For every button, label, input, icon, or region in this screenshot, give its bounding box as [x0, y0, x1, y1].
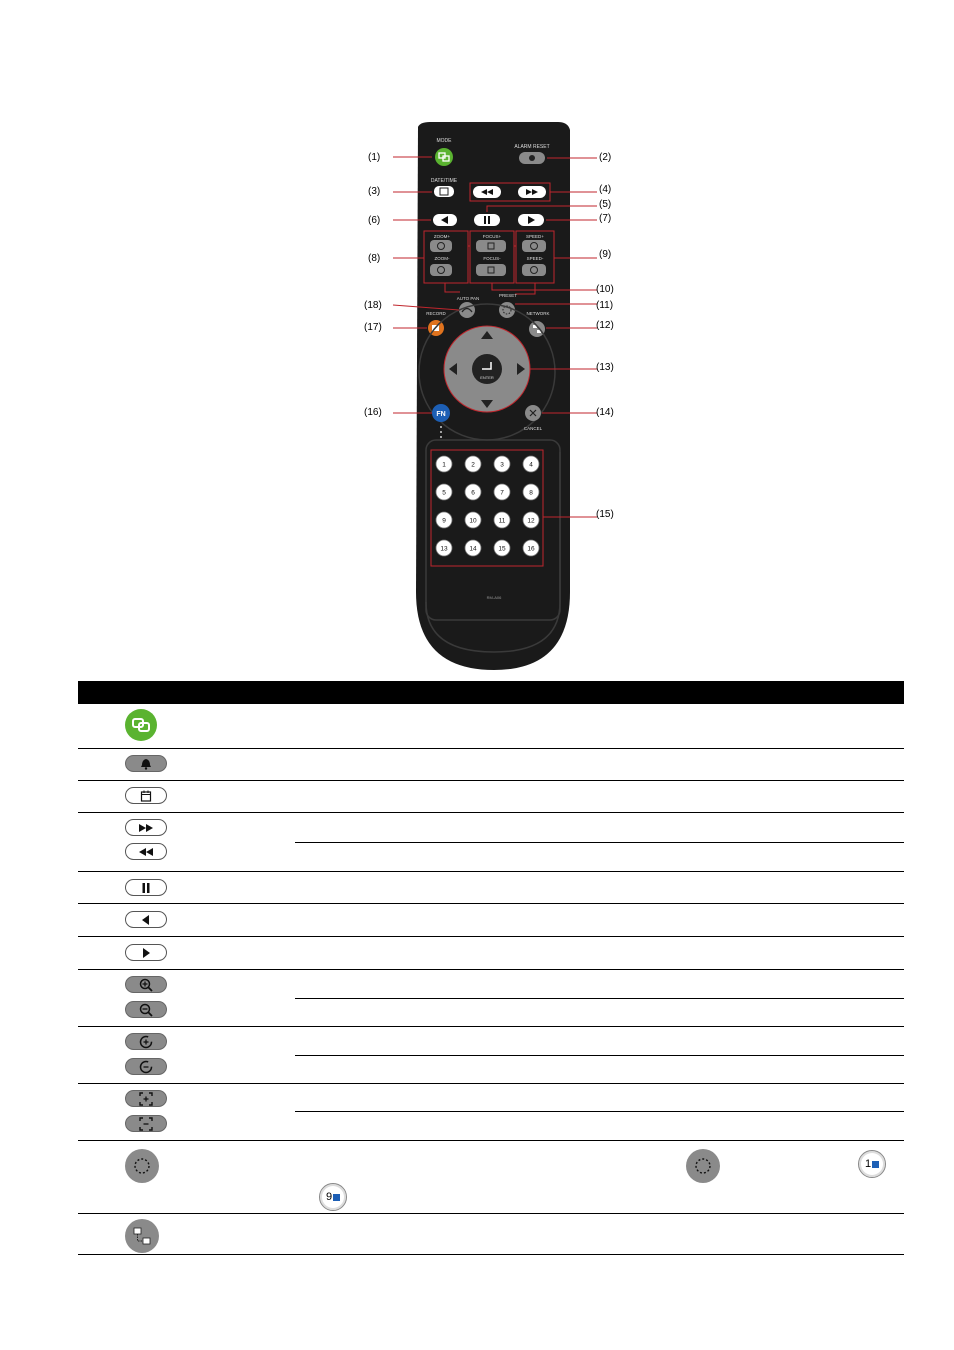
- table-row-reverse-play: [78, 904, 904, 937]
- auto-pan-button: [459, 302, 475, 318]
- speed-minus-label: SPEED-: [526, 256, 544, 261]
- zoom-in-button: [430, 240, 452, 252]
- preset-label: PRESET: [498, 293, 518, 298]
- fast-forward-icon: [125, 819, 167, 836]
- keypad-label-14: 14: [469, 545, 477, 553]
- callout-10: (10): [596, 284, 614, 295]
- callout-11: (11): [596, 300, 614, 311]
- zoom-out-icon: [125, 1001, 167, 1018]
- table-row-mode: [78, 704, 904, 749]
- callout-4: (4): [599, 184, 612, 195]
- preset-button: [499, 302, 515, 318]
- date-time-icon: [125, 787, 167, 804]
- network-icon: [125, 1219, 159, 1253]
- enter-label: ENTER: [480, 375, 494, 380]
- row-divider: [295, 1111, 904, 1112]
- table-row-alarm-reset: [78, 749, 904, 781]
- keypad-label-11: 11: [498, 517, 506, 525]
- keypad-label-8: 8: [529, 489, 533, 497]
- network-button: [529, 321, 545, 337]
- keypad-label-10: 10: [469, 517, 477, 525]
- remote-control-diagram: [360, 122, 620, 674]
- fn-label: FN: [436, 411, 446, 418]
- keypad-label-6: 6: [471, 489, 475, 497]
- keypad-label-12: 12: [527, 517, 535, 525]
- focus-plus-label: FOCUS+: [482, 234, 502, 239]
- auto-pan-label: AUTO PAN: [456, 296, 480, 301]
- focus-out-button: [476, 264, 506, 276]
- row-divider: [295, 842, 904, 843]
- callout-3: (3): [368, 186, 381, 197]
- callout-7: (7): [599, 213, 612, 224]
- table-row-speed: [78, 1027, 904, 1084]
- remote-control-figure: [360, 122, 620, 674]
- keypad-label-13: 13: [440, 545, 448, 553]
- pause-button: [474, 214, 500, 226]
- row-divider: [295, 1055, 904, 1056]
- callout-2: (2): [599, 152, 612, 163]
- keypad-label-7: 7: [500, 489, 504, 497]
- remote-key-table: [78, 681, 904, 1255]
- keypad-label-1: 1: [442, 461, 446, 469]
- reverse-play-icon: [125, 911, 167, 928]
- pause-icon: [125, 879, 167, 896]
- focus-in-icon: [125, 1090, 167, 1107]
- table-row-zoom: [78, 970, 904, 1027]
- table-row-date-time: [78, 781, 904, 813]
- callout-16: (16): [364, 407, 382, 418]
- table-row-pause: [78, 872, 904, 904]
- callout-18: (18): [364, 300, 382, 311]
- record-label: RECORD: [426, 311, 446, 316]
- callout-12: (12): [596, 320, 614, 331]
- preset-icon: [686, 1149, 720, 1183]
- split-1-icon: [858, 1150, 886, 1178]
- network-label: NETWORK: [526, 311, 550, 316]
- cancel-label: CANCEL: [523, 426, 543, 431]
- speed-up-button: [522, 240, 546, 252]
- focus-out-icon: [125, 1115, 167, 1132]
- alarm-reset-icon: [125, 755, 167, 772]
- keypad-label-3: 3: [500, 461, 504, 469]
- speed-plus-label: SPEED+: [526, 234, 544, 239]
- speed-up-icon: [125, 1033, 167, 1050]
- table-header: [78, 681, 904, 704]
- play-icon: [125, 944, 167, 961]
- row-divider: [295, 998, 904, 999]
- callout-1: (1): [368, 152, 381, 163]
- focus-minus-label: FOCUS-: [483, 256, 501, 261]
- zoom-plus-label: ZOOM+: [433, 234, 451, 239]
- zoom-out-button: [430, 264, 452, 276]
- keypad-label-15: 15: [498, 545, 506, 553]
- callout-6: (6): [368, 215, 381, 226]
- split-9-number: 9: [325, 1191, 333, 1203]
- callout-5: (5): [599, 199, 612, 210]
- speed-down-icon: [125, 1058, 167, 1075]
- mode-icon: [125, 709, 157, 741]
- callout-14: (14): [596, 407, 614, 418]
- keypad-label-16: 16: [527, 545, 535, 553]
- table-row-network: [78, 1214, 904, 1255]
- callout-13: (13): [596, 362, 614, 373]
- model-label: RM-A06: [486, 595, 502, 600]
- table-row-focus: [78, 1084, 904, 1141]
- mode-label: MODE: [436, 138, 452, 144]
- callout-17: (17): [364, 322, 382, 333]
- alarm-reset-label: ALARM RESET: [514, 144, 550, 150]
- callout-15: (15): [596, 509, 614, 520]
- date-time-label: DATE/TIME: [430, 178, 458, 184]
- split-9-icon: [319, 1183, 347, 1211]
- callout-9: (9): [599, 249, 612, 260]
- table-row-preset: [78, 1141, 904, 1214]
- keypad-label-9: 9: [442, 517, 446, 525]
- keypad-label-2: 2: [471, 461, 475, 469]
- keypad-label-4: 4: [529, 461, 533, 469]
- callout-8: (8): [368, 253, 381, 264]
- table-row-ff-rew: [78, 813, 904, 872]
- keypad-label-5: 5: [442, 489, 446, 497]
- split-1-number: 1: [864, 1158, 872, 1170]
- table-row-play: [78, 937, 904, 970]
- zoom-in-icon: [125, 976, 167, 993]
- zoom-minus-label: ZOOM-: [434, 256, 450, 261]
- speed-down-button: [522, 264, 546, 276]
- mode-button: [435, 148, 453, 166]
- rewind-icon: [125, 843, 167, 860]
- focus-in-button: [476, 240, 506, 252]
- preset-icon: [125, 1149, 159, 1183]
